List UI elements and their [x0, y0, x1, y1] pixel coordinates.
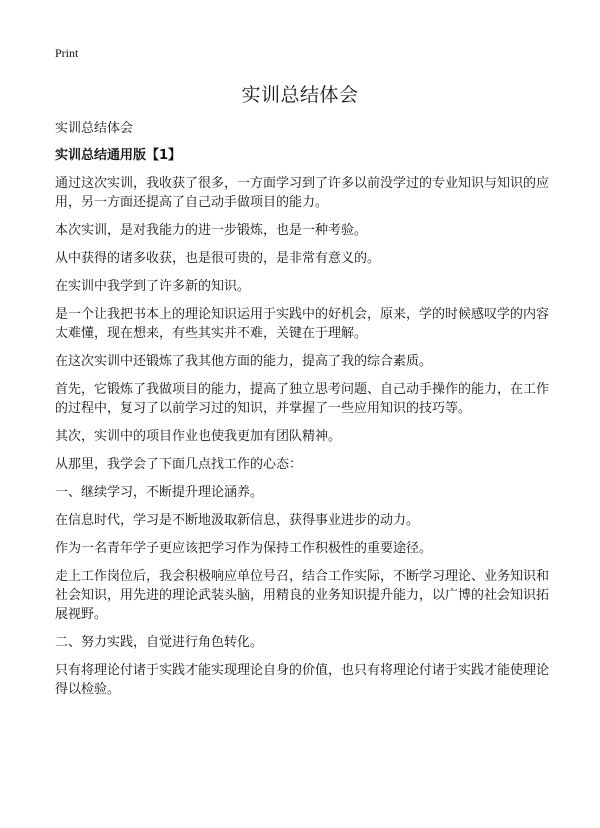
paragraph: 本次实训，是对我能力的进一步锻炼，也是一种考验。 [55, 223, 368, 238]
paragraph: 在这次实训中还锻炼了我其他方面的能力，提高了我的综合素质。 [55, 354, 433, 369]
paragraph: 只有将理论付诸于实践才能实现理论自身的价值，也只有将理论付诸于实践才能使理论得以检验。 [55, 663, 550, 697]
paragraph: 首先，它锻炼了我做项目的能力，提高了独立思考问题、自己动手操作的能力，在工作的过程中，复习了以前学习过的知识，并掌握了一些应用知识的技巧等。 [55, 382, 550, 416]
print-link[interactable]: Print [55, 46, 79, 60]
paragraph: 从那里，我学会了下面几点找工作的心态： [55, 457, 303, 472]
article-body [55, 120, 555, 708]
paragraph: 二、努力实践，自觉进行角色转化。 [55, 635, 264, 650]
section-heading: 实训总结通用版【1】 [55, 148, 182, 163]
paragraph: 从中获得的诸多收获，也是很可贵的，是非常有意义的。 [55, 251, 381, 266]
paragraph: 在实训中我学到了许多新的知识。 [55, 279, 251, 294]
paragraph: 通过这次实训，我收获了很多，一方面学习到了许多以前没学过的专业知识与知识的应用，另一方面还提高了自己动手做项目的能力。 [55, 176, 550, 210]
paragraph: 作为一名青年学子更应该把学习作为保持工作积极性的重要途径。 [55, 541, 433, 556]
paragraph: 是一个让我把书本上的理论知识运用于实践中的好机会，原来，学的时候感叹学的内容太难懂，现在想来，有些其实并不难，关键在于理解。 [55, 307, 550, 341]
page-title: 实训总结体会 [241, 84, 359, 106]
paragraph: 走上工作岗位后，我会积极响应单位号召，结合工作实际，不断学习理论、业务知识和社会知识，用先进的理论武装头脑，用精良的业务知识提升能力，以广博的社会知识拓展视野。 [55, 569, 550, 622]
paragraph: 在信息时代，学习是不断地汲取新信息，获得事业进步的动力。 [55, 513, 420, 528]
paragraph: 其次，实训中的项目作业也使我更加有团队精神。 [55, 429, 342, 444]
paragraph: 一、继续学习，不断提升理论涵养。 [55, 485, 264, 500]
article-subtitle: 实训总结体会 [55, 121, 134, 136]
